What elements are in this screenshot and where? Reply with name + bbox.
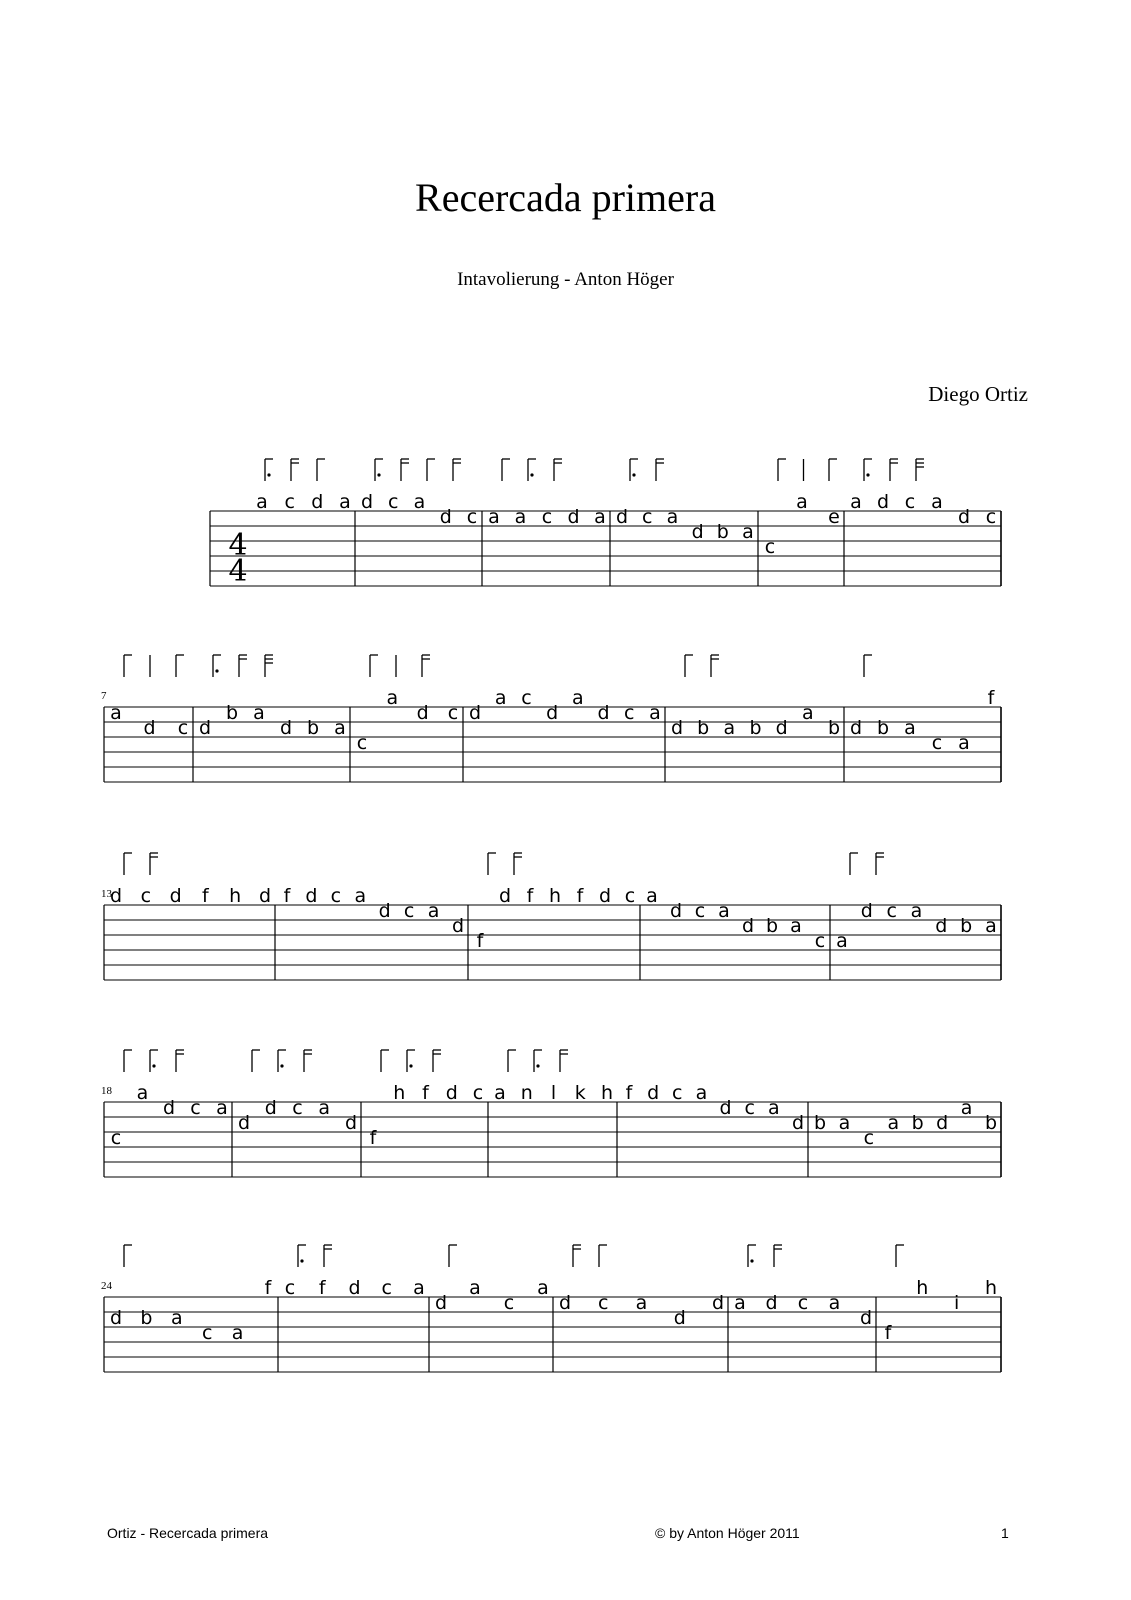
tab-letter: a	[796, 491, 808, 513]
tab-letter: c	[985, 506, 997, 528]
tab-letter: a	[318, 1097, 331, 1119]
tab-letter: f	[369, 1127, 377, 1149]
tab-letter: b	[225, 702, 239, 724]
tab-letter: d	[673, 1307, 686, 1329]
tab-letter: a	[334, 717, 346, 739]
tab-letter: b	[827, 717, 841, 739]
tab-letter: d	[169, 885, 182, 907]
tab-letter: i	[954, 1292, 960, 1314]
tab-letter: a	[572, 687, 584, 709]
tab-letter: c	[814, 930, 826, 952]
tab-letter: b	[716, 521, 729, 543]
rhythm-dot	[152, 1064, 155, 1067]
tab-letter: a	[718, 900, 730, 922]
tab-letter: d	[434, 1292, 448, 1314]
footer-piece-name: Ortiz - Recercada primera	[107, 1525, 269, 1541]
tab-letter: f	[987, 687, 995, 709]
tab-letter: f	[526, 885, 534, 907]
tab-letter: c	[284, 491, 295, 513]
tab-letter: b	[306, 717, 320, 739]
tab-letter: c	[764, 536, 776, 558]
tab-letter: a	[514, 506, 527, 528]
measure-number: 18	[101, 1085, 112, 1097]
tab-letter: f	[283, 885, 291, 907]
tab-letter: a	[838, 1112, 851, 1134]
tab-letter: c	[201, 1322, 213, 1344]
tab-letter: c	[447, 702, 459, 724]
tab-letter: d	[348, 1277, 361, 1299]
tab-letter: d	[647, 1082, 660, 1104]
tab-letter: a	[354, 885, 367, 907]
tab-letter: d	[859, 1307, 873, 1329]
tab-letter: c	[503, 1292, 515, 1314]
tab-letter: c	[403, 900, 415, 922]
tab-letter: e	[828, 506, 840, 528]
tab-letter: c	[863, 1127, 875, 1149]
tab-letter: c	[624, 702, 635, 724]
tab-letter: a	[960, 1097, 973, 1119]
tab-letter: d	[935, 915, 948, 937]
tab-letter: c	[521, 687, 532, 709]
tab-letter: d	[936, 1112, 949, 1134]
tab-letter: f	[476, 930, 484, 952]
tab-letter: d	[669, 900, 683, 922]
tab-letter: a	[494, 687, 507, 709]
tab-letter: c	[177, 717, 189, 739]
tab-letter: c	[381, 1277, 392, 1299]
tab-letter: d	[451, 915, 465, 937]
tab-letter: d	[765, 1292, 778, 1314]
tab-letter: d	[598, 885, 612, 907]
tab-letter: a	[256, 491, 268, 513]
tab-letter: a	[488, 506, 500, 528]
tab-letter: a	[723, 717, 736, 739]
tab-letter: a	[828, 1292, 841, 1314]
rhythm-dot	[536, 1064, 539, 1067]
piece-title: Recercada primera	[415, 175, 716, 220]
tab-letter: c	[624, 885, 636, 907]
tab-letter: a	[931, 491, 943, 513]
page-number: 1	[1001, 1525, 1009, 1541]
tab-letter: l	[550, 1082, 557, 1104]
rhythm-dot	[300, 1259, 303, 1262]
tab-letter: d	[468, 702, 482, 724]
tab-letter: a	[253, 702, 265, 724]
tab-letter: a	[802, 702, 814, 724]
tab-letter: d	[305, 885, 318, 907]
tab-letter: a	[904, 717, 916, 739]
tab-letter: d	[344, 1112, 358, 1134]
tab-letter: d	[109, 885, 123, 907]
tab-letter: d	[416, 702, 429, 724]
tab-letter: a	[646, 885, 658, 907]
tab-letter: d	[719, 1097, 732, 1119]
tab-letter: a	[850, 491, 862, 513]
rhythm-dot	[215, 669, 218, 672]
tab-letter: f	[202, 885, 209, 907]
tab-letter: c	[356, 732, 368, 754]
tab-letter: h	[916, 1277, 929, 1299]
tab-letter: a	[985, 915, 997, 937]
tab-letter: d	[162, 1097, 176, 1119]
tab-letter: a	[339, 491, 351, 513]
tab-letter: a	[170, 1307, 183, 1329]
tab-letter: d	[439, 506, 452, 528]
tab-letter: c	[110, 1127, 122, 1149]
tab-letter: a	[136, 1082, 149, 1104]
tab-letter: b	[911, 1112, 924, 1134]
tab-letter: c	[694, 900, 706, 922]
tab-letter: b	[765, 915, 779, 937]
tab-letter: a	[427, 900, 440, 922]
tab-letter: c	[466, 506, 478, 528]
tab-letter: f	[884, 1322, 892, 1344]
tab-letter: a	[594, 506, 606, 528]
tab-letter: d	[876, 491, 890, 513]
tab-letter: c	[672, 1082, 683, 1104]
tab-letter: d	[957, 506, 971, 528]
rhythm-dot	[632, 473, 635, 476]
rhythm-dot	[866, 473, 869, 476]
tab-letter: d	[597, 702, 610, 724]
tab-letter: a	[231, 1322, 244, 1344]
tab-letter: f	[264, 1277, 272, 1299]
tab-letter: a	[110, 702, 122, 724]
tab-letter: d	[498, 885, 512, 907]
tab-letter: a	[734, 1292, 746, 1314]
tab-letter: a	[910, 900, 923, 922]
tab-letter: a	[695, 1082, 708, 1104]
tab-letter: a	[887, 1112, 900, 1134]
tab-letter: b	[984, 1112, 998, 1134]
tab-letter: d	[311, 491, 324, 513]
tab-letter: a	[494, 1082, 506, 1104]
tab-letter: d	[198, 717, 212, 739]
tab-letter: f	[625, 1082, 633, 1104]
tab-letter: a	[649, 702, 661, 724]
tab-letter: b	[140, 1307, 153, 1329]
tab-letter: b	[960, 915, 973, 937]
tab-letter: a	[742, 521, 754, 543]
tab-letter: f	[318, 1277, 326, 1299]
tab-letter: c	[388, 491, 399, 513]
tab-letter: a	[216, 1097, 228, 1119]
tab-letter: d	[691, 521, 704, 543]
arranger-subtitle: Intavolierung - Anton Höger	[457, 269, 674, 290]
tab-letter: h	[600, 1082, 614, 1104]
rhythm-dot	[267, 473, 270, 476]
tab-letter: a	[469, 1277, 481, 1299]
time-signature-top: 4	[228, 528, 248, 563]
tab-letter: c	[931, 732, 943, 754]
tab-letter: d	[558, 1292, 572, 1314]
rhythm-dot	[377, 473, 380, 476]
tab-letter: c	[472, 1082, 484, 1104]
tab-letter: d	[143, 717, 156, 739]
tab-letter: d	[546, 702, 559, 724]
tab-letter: k	[574, 1082, 586, 1104]
tab-letter: h	[393, 1082, 406, 1104]
tab-letter: d	[360, 491, 374, 513]
rhythm-dot	[530, 473, 533, 476]
tab-letter: a	[635, 1292, 648, 1314]
tab-letter: c	[541, 506, 553, 528]
tab-letter: h	[548, 885, 562, 907]
tab-letter: h	[229, 885, 242, 907]
tab-letter: c	[744, 1097, 755, 1119]
rhythm-dot	[280, 1064, 283, 1067]
tab-letter: c	[330, 885, 342, 907]
composer-name: Diego Ortiz	[928, 382, 1028, 406]
tab-letter: d	[741, 915, 755, 937]
tab-letter: a	[413, 491, 426, 513]
tab-letter: c	[190, 1097, 201, 1119]
tab-letter: a	[413, 1277, 425, 1299]
tab-letter: d	[445, 1082, 458, 1104]
tab-letter: c	[284, 1277, 296, 1299]
tab-letter: d	[237, 1112, 251, 1134]
tab-letter: d	[109, 1307, 123, 1329]
tab-letter: d	[258, 885, 272, 907]
measure-number: 7	[101, 690, 107, 702]
time-signature-bottom: 4	[228, 554, 248, 589]
tab-letter: c	[641, 506, 653, 528]
tab-letter: d	[615, 506, 629, 528]
tab-letter: a	[537, 1277, 549, 1299]
rhythm-dot	[409, 1064, 412, 1067]
tab-letter: d	[849, 717, 863, 739]
measure-number: 24	[101, 1280, 112, 1292]
tab-letter: c	[886, 900, 897, 922]
tab-letter: b	[697, 717, 710, 739]
tab-letter: a	[958, 732, 970, 754]
tab-letter: n	[520, 1082, 533, 1104]
tab-letter: a	[836, 930, 848, 952]
tab-letter: h	[984, 1277, 998, 1299]
tab-letter: b	[749, 717, 762, 739]
tab-letter: a	[666, 506, 679, 528]
tab-letter: c	[140, 885, 152, 907]
tab-letter: d	[378, 900, 391, 922]
tab-letter: d	[264, 1097, 277, 1119]
tab-letter: c	[797, 1292, 809, 1314]
footer-copyright: © by Anton Höger 2011	[655, 1525, 800, 1541]
tab-letter: f	[422, 1082, 429, 1104]
tab-letter: a	[386, 687, 399, 709]
tab-letter: c	[904, 491, 916, 513]
tab-letter: c	[292, 1097, 303, 1119]
tab-letter: d	[279, 717, 293, 739]
tab-letter: d	[775, 717, 788, 739]
tab-letter: d	[567, 506, 580, 528]
tab-letter: d	[860, 900, 873, 922]
tab-letter: a	[768, 1097, 780, 1119]
tab-letter: c	[598, 1292, 609, 1314]
tab-letter: d	[711, 1292, 725, 1314]
tab-letter: b	[876, 717, 890, 739]
measure-number: 13	[101, 888, 112, 900]
tab-letter: d	[670, 717, 684, 739]
tab-letter: a	[790, 915, 802, 937]
tab-letter: d	[791, 1112, 805, 1134]
tab-letter: b	[813, 1112, 827, 1134]
tab-letter: f	[576, 885, 584, 907]
rhythm-dot	[750, 1259, 753, 1262]
